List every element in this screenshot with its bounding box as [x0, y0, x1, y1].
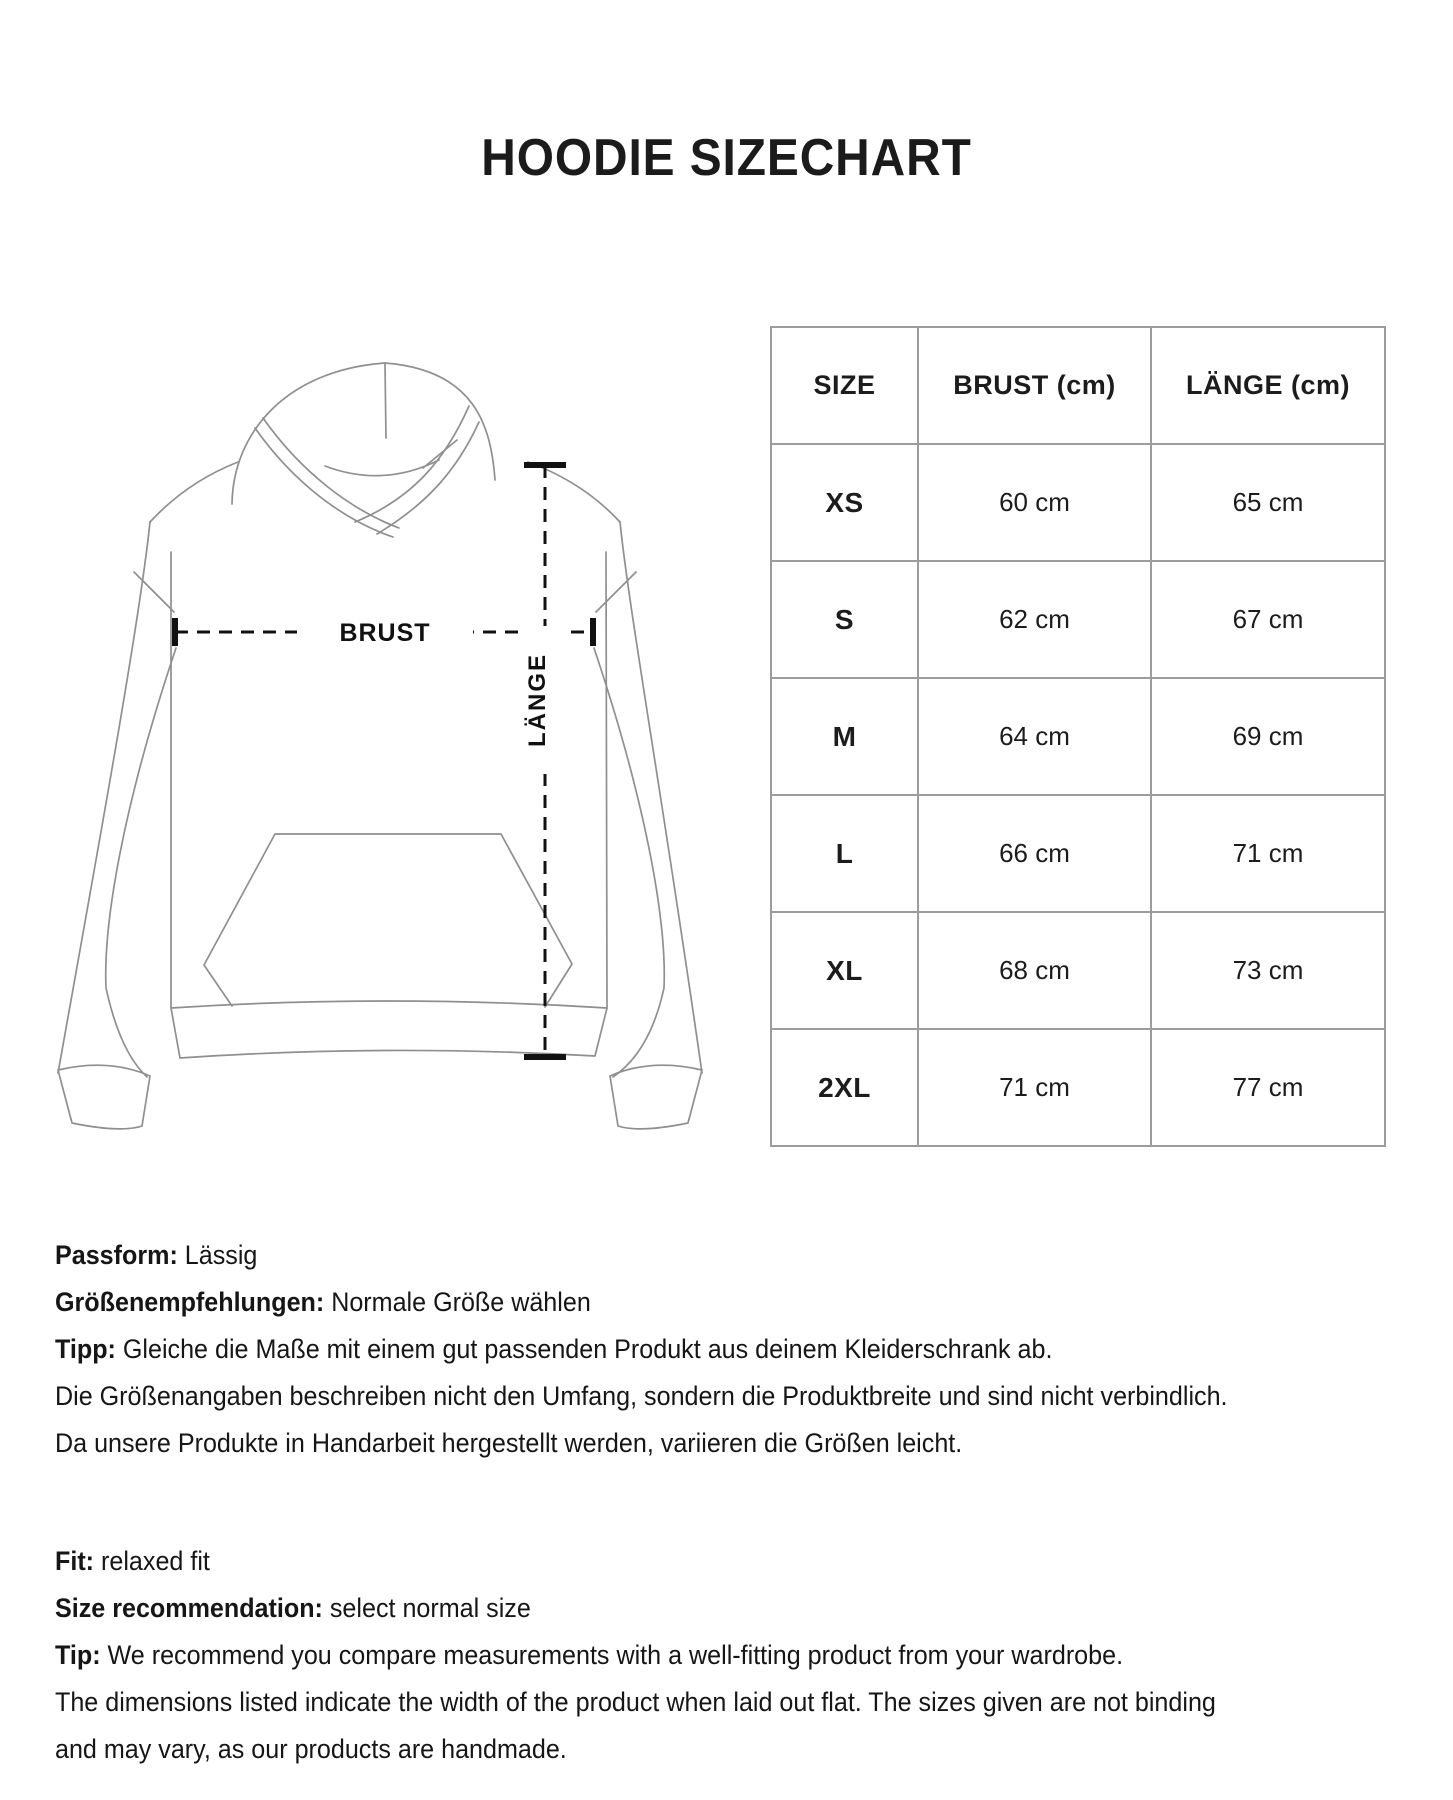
size-cell: L [771, 795, 918, 912]
info-line [55, 1420, 1355, 1467]
size-cell: 2XL [771, 1029, 918, 1146]
info-line-text: Die Größenangaben beschreiben nicht den Umfang, sondern die Produktbreite und sind nicht verbindlich. [55, 1381, 1228, 1411]
info-line-label: Size recommendation: [55, 1593, 323, 1623]
brust-cell: 66 cm [918, 795, 1151, 912]
info-line-label: Größenempfehlungen: [55, 1287, 325, 1317]
chest-label: BRUST [339, 619, 431, 647]
info-line-label: Tip: [55, 1640, 101, 1670]
length-label: LÄNGE [524, 653, 551, 747]
left-armhole-seam [134, 572, 174, 612]
info-line [55, 1326, 1355, 1373]
table-row [771, 444, 1385, 561]
table-row [771, 912, 1385, 1029]
info-line-text: We recommend you compare measurements with a well-fitting product from your wardrobe. [100, 1640, 1124, 1670]
size-cell: XL [771, 912, 918, 1029]
brust-cell: 64 cm [918, 678, 1151, 795]
info-line-label: Passform: [55, 1240, 178, 1270]
info-line-label: Fit: [55, 1546, 95, 1576]
hem-band [171, 1001, 607, 1058]
right-cuff [610, 1065, 702, 1129]
hoodie-sketch-svg [25, 340, 725, 1140]
info-line-label: Tipp: [55, 1334, 116, 1364]
info-line-text: and may vary, as our products are handmade. [55, 1734, 567, 1764]
hood-fill [232, 363, 495, 547]
brust-cell: 71 cm [918, 1029, 1151, 1146]
header-laenge: LÄNGE (cm) [1151, 327, 1385, 444]
laenge-cell: 69 cm [1151, 678, 1385, 795]
brust-cell: 68 cm [918, 912, 1151, 1029]
size-cell: S [771, 561, 918, 678]
info-line [55, 1538, 1355, 1585]
laenge-cell: 67 cm [1151, 561, 1385, 678]
laenge-cell: 71 cm [1151, 795, 1385, 912]
brust-cell: 60 cm [918, 444, 1151, 561]
size-cell: XS [771, 444, 918, 561]
kangaroo-pocket [204, 834, 572, 1007]
info-line [55, 1726, 1355, 1773]
header-brust: BRUST (cm) [918, 327, 1151, 444]
info-block-german [55, 1232, 1355, 1467]
info-line [55, 1585, 1355, 1632]
laenge-cell: 77 cm [1151, 1029, 1385, 1146]
info-line-text: The dimensions listed indicate the width of the product when laid out flat. The sizes given are not binding [55, 1687, 1216, 1717]
table-row [771, 1029, 1385, 1146]
table-row [771, 678, 1385, 795]
info-line-text: relaxed fit [94, 1546, 210, 1576]
info-line-text: Da unsere Produkte in Handarbeit hergestellt werden, variieren die Größen leicht. [55, 1428, 963, 1458]
laenge-cell: 73 cm [1151, 912, 1385, 1029]
size-cell: M [771, 678, 918, 795]
hoodie-drawing [25, 340, 725, 1140]
laenge-cell: 65 cm [1151, 444, 1385, 561]
info-line-text: Normale Größe wählen [324, 1287, 591, 1317]
info-line [55, 1232, 1355, 1279]
size-table [770, 326, 1386, 1147]
table-row [771, 561, 1385, 678]
info-line [55, 1373, 1355, 1420]
info-line-text: Lässig [177, 1240, 258, 1270]
info-line-text: select normal size [322, 1593, 531, 1623]
left-cuff [58, 1065, 150, 1129]
info-line-text: Gleiche die Maße mit einem gut passenden Produkt aus deinem Kleiderschrank ab. [115, 1334, 1053, 1364]
info-line [55, 1679, 1355, 1726]
page-title: HOODIE SIZECHART [481, 129, 972, 187]
hoodie-body-outline [58, 462, 702, 1129]
brust-cell: 62 cm [918, 561, 1151, 678]
info-line [55, 1279, 1355, 1326]
info-block-english [55, 1538, 1355, 1773]
size-table-header-row [771, 327, 1385, 444]
table-row [771, 795, 1385, 912]
hood-center-seam [385, 364, 386, 438]
header-size: SIZE [771, 327, 918, 444]
info-line [55, 1632, 1355, 1679]
